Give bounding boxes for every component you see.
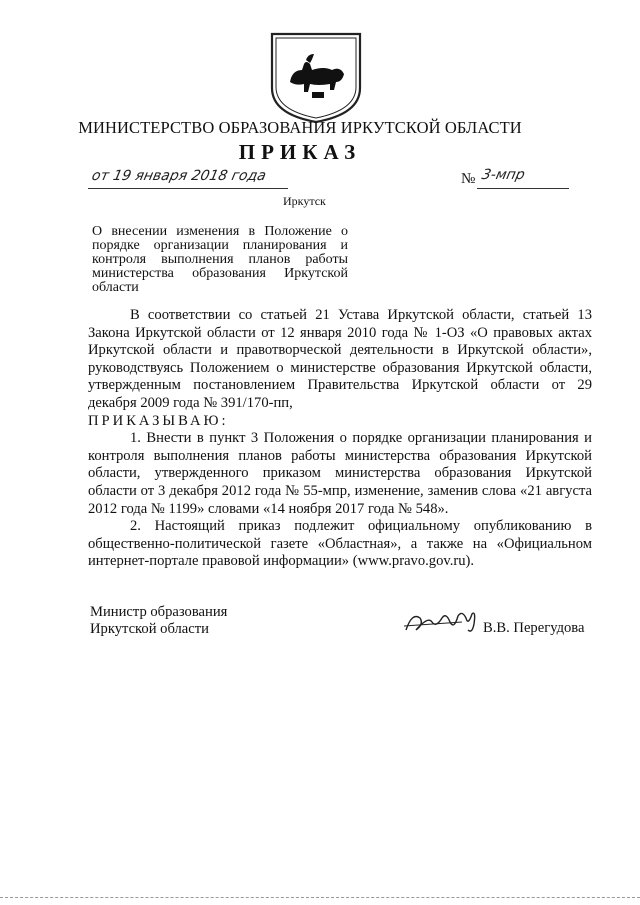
document-type-title: ПРИКАЗ bbox=[238, 140, 362, 164]
signatory-role-line-2: Иркутской области bbox=[90, 621, 209, 637]
document-date: от 19 января 2018 года bbox=[90, 168, 268, 184]
page-bottom-rule bbox=[0, 897, 640, 898]
irkutsk-coat-of-arms-icon bbox=[266, 30, 366, 124]
order-subject: О внесении изменения в Положение о порядке организации планирования и контроля выполнения планов работы министерства образования Иркутской области bbox=[92, 224, 348, 295]
ministry-name: МИНИСТЕРСТВО ОБРАЗОВАНИЯ ИРКУТСКОЙ ОБЛАСТИ bbox=[78, 118, 522, 137]
city-name: Иркутск bbox=[283, 194, 326, 208]
order-keyword: ПРИКАЗЫВАЮ: bbox=[88, 412, 229, 429]
order-body bbox=[88, 307, 592, 571]
handwritten-signature-icon bbox=[402, 608, 484, 636]
number-label: № bbox=[461, 171, 476, 187]
document-number: 3-мпр bbox=[480, 167, 527, 183]
preamble-paragraph: В соответствии со статьей 21 Устава Иркутской области, статьей 13 Закона Иркутской области от 12 января 2010 года № 1-ОЗ «О правовых актах Иркутской области и правотворческой деятельности в Иркутской области», руководствуясь Положением о министерстве образования Иркутской области, утвержденным постановлением Правительства Иркутской области от 29 декабря 2009 года № 391/170-пп, bbox=[88, 307, 592, 411]
signatory-role-line-1: Министр образования bbox=[90, 604, 228, 620]
order-item-1: 1. Внести в пункт 3 Положения о порядке организации планирования и контроля выполнения планов работы министерства образования Иркутской области, утвержденного приказом министерства образования Иркутской области от 3 декабря 2012 года № 55-мпр, изменение, заменив слова «21 августа 2012 года № 1199» словами «14 ноября 2017 года № 548». bbox=[88, 430, 592, 517]
order-item-2: 2. Настоящий приказ подлежит официальному опубликованию в общественно-политической газете «Областная», а также на «Официальном интернет-портале правовой информации» (www.pravo.gov.ru). bbox=[88, 518, 592, 570]
signatory-name: В.В. Перегудова bbox=[483, 620, 585, 636]
signatory-role bbox=[90, 604, 227, 638]
